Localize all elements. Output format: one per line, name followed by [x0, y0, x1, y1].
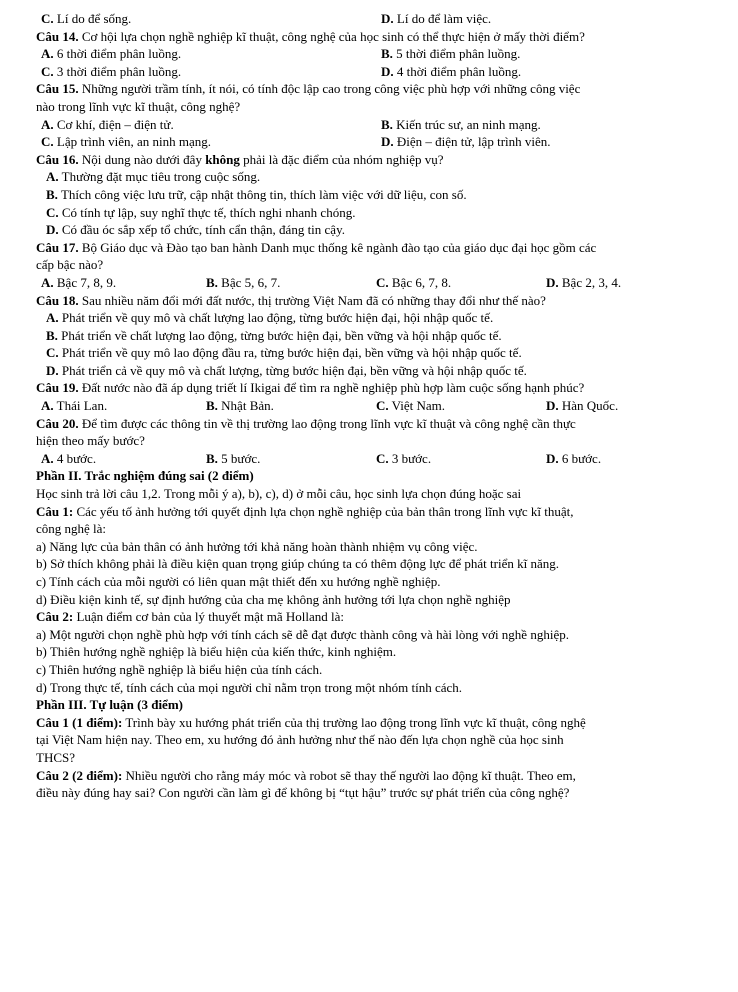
essay-question-2: Câu 2 (2 điểm): Nhiều người cho rằng máy móc và robot sẽ thay thế người lao động kĩ thuật. Theo em, [36, 767, 576, 783]
statement-b: b) Thiên hướng nghề nghiệp là biểu hiện của kiến thức, kinh nghiệm. [36, 644, 397, 660]
option-b: Bậc 5, 6, 7. [221, 274, 281, 290]
question-15: Câu 15. Những người trầm tính, ít nói, có tính độc lập cao trong công việc phù hợp với những công việc [36, 81, 581, 97]
statement-c: c) Thiên hướng nghề nghiệp là biểu hiện của tính cách. [36, 661, 323, 677]
statement-a: a) Năng lực của bản thân có ảnh hưởng tới khả năng hoàn thành nhiệm vụ công việc. [36, 538, 478, 554]
option-d: Điện – điện tử, lập trình viên. [396, 134, 551, 150]
option-d: Có đầu óc sắp xếp tổ chức, tính cẩn thận, đáng tin cậy. [61, 222, 345, 238]
statement-c: c) Tính cách của mỗi người có liên quan mật thiết đến xu hướng nghề nghiệp. [36, 574, 441, 589]
section-title-part-3: Phần III. Tự luận (3 điểm) [36, 697, 183, 713]
option-c: Phát triển về quy mô lao động đầu ra, từng bước hiện đại, bền vững và hội nhập quốc tế. [61, 345, 522, 361]
option-d: Phát triển cả về quy mô và chất lượng, từng bước hiện đại, bền vững và hội nhập quốc tế. [61, 362, 527, 378]
option-b: Nhật Bản. [221, 398, 274, 414]
section-title-part-2: Phần II. Trắc nghiệm đúng sai (2 điểm) [36, 468, 254, 484]
option-c: Việt Nam. [391, 398, 446, 414]
option-b: Phát triển về chất lượng lao động, từng bước hiện đại, bền vững và hội nhập quốc tế. [61, 327, 502, 343]
statement-d: d) Điều kiện kinh tế, sự định hướng của cha mẹ không ảnh hưởng tới lựa chọn nghề nghiệp [36, 591, 511, 607]
option-b: 5 thời điểm phân luồng. [396, 46, 521, 62]
question-20: Câu 20. Để tìm được các thông tin về thị trường lao động trong lĩnh vực kĩ thuật và công nghệ cần thực [36, 415, 576, 431]
option-d: Hàn Quốc. [561, 398, 619, 414]
statement-b: b) Sở thích không phải là điều kiện quan trọng giúp chúng ta có thêm động lực để phát triển kĩ năng. [36, 556, 559, 572]
option-c: Lập trình viên, an ninh mạng. [56, 134, 212, 150]
option-d: Lí do để làm việc. [396, 11, 492, 26]
option-c: 3 bước. [391, 450, 432, 466]
option-b: Thích công việc lưu trữ, cập nhật thông tin, thích làm việc với dữ liệu, con số. [60, 186, 467, 202]
option-a: Thường đặt mục tiêu trong cuộc sống. [61, 169, 261, 185]
tf-question-1: Câu 1: Các yếu tố ảnh hưởng tới quyết định lựa chọn nghề nghiệp của bản thân trong lĩnh vực kĩ thuật, [36, 503, 574, 519]
question-17: Câu 17. Bộ Giáo dục và Đào tạo ban hành Danh mục thống kê ngành đào tạo của giáo dục đại học gồm các [36, 239, 597, 255]
option-c: Bậc 6, 7, 8. [391, 274, 452, 290]
essay-question-1: Câu 1 (1 điểm): Trình bày xu hướng phát triển của thị trường lao động trong lĩnh vực kĩ thuật, công nghệ [36, 714, 586, 730]
question-16: Câu 16. Nội dung nào dưới đây không phải là đặc điểm của nhóm nghiệp vụ? [36, 151, 444, 167]
option-d: 4 thời điểm phân luồng. [396, 63, 522, 79]
exam-page: C. Lí do để sống. D. Lí do để làm việc. Câu 14. Cơ hội lựa chọn nghề nghiệp kĩ thuật, công nghệ của học sinh có thể thực hiện ở mấy thời điểm? A. 6 thời điểm phân luồng. B. 5 thời điểm phân luồng. C. 3 thời điểm phân luồng. D. 4 thời điểm phân luồng. Câu 15. Những người trầm tính, ít nói, có tính độc lập cao trong công việc phù hợp với những công việc nào trong lĩnh vực kĩ thuật, công nghệ? A. Cơ khí, điện – điện tử. B. Kiến trúc sư, an ninh mạng. C. Lập trình viên, an ninh mạng. D. Điện – điện tử, lập trình viên. Câu 16. Nội dung nào dưới đây không phải là đặc điểm của nhóm nghiệp vụ? A. Thường đặt mục tiêu trong cuộc sống. B. Thích công việc lưu trữ, cập nhật thông tin, thích làm việc với dữ liệu, con số. C. Có tính tự lập, suy nghĩ thực tế, thích nghi nhanh chóng. D. Có đầu óc sắp xếp tổ chức, tính cẩn thận, đáng tin cậy. Câu 17. Bộ Giáo dục và Đào tạo ban hành Danh mục thống kê ngành đào tạo của giáo dục đại học gồm các cấp bậc nào? A. Bậc 7, 8, 9. B. Bậc 5, 6, 7. C. Bậc 6, 7, 8. D. Bậc 2, 3, 4. Câu 18. Sau nhiều năm đổi mới đất nước, thị trường Việt Nam đã có những thay đổi như thế nào? A. Phát triển về quy mô và chất lượng lao động, từng bước hiện đại, hội nhập quốc tế. B. Phát triển về chất lượng lao động, từng bước hiện đại, bền vững và hội nhập quốc tế. C. Phát triển về quy mô lao động đầu ra, từng bước hiện đại, bền vững và hội nhập quốc tế. D. Phát triển cả về quy mô và chất lượng, từng bước hiện đại, bền vững và hội nhập quốc tế. Câu 19. Đất nước nào đã áp dụng triết lí Ikigai để tìm ra nghề nghiệp phù hợp làm cuộc sống hạnh phúc? A. Thái Lan. B. Nhật Bản. C. Việt Nam. D. Hàn Quốc. Câu 20. Để tìm được các thông tin về thị trường lao động trong lĩnh vực kĩ thuật và công nghệ cần thực hiện theo mấy bước? A. 4 bước. B. 5 bước. C. 3 bước. D. 6 bước. Phần II. Trắc nghiệm đúng sai (2 điểm) Học sinh trả lời câu 1,2. Trong mỗi ý a), b), c), d) ở mỗi câu, học sinh lựa chọn đúng hoặc sai Câu 1: Các yếu tố ảnh hưởng tới quyết định lựa chọn nghề nghiệp của bản thân trong lĩnh vực kĩ thuật, công nghệ là: a) Năng lực của bản thân có ảnh hưởng tới khả năng hoàn thành nhiệm vụ công việc. b) Sở thích không phải là điều kiện quan trọng giúp chúng ta có thêm động lực để phát triển kĩ năng. c) Tính cách của mỗi người có liên quan mật thiết đến xu hướng nghề nghiệp. d) Điều kiện kinh tế, sự định hướng của cha mẹ không ảnh hưởng tới lựa chọn nghề nghiệp Câu 2: Luận điểm cơ bản của lý thuyết mật mã Holland là: a) Một người chọn nghề phù hợp với tính cách sẽ dễ đạt được thành công và hài lòng với nghề nghiệp. b) Thiên hướng nghề nghiệp là biểu hiện của kiến thức, kinh nghiệm. c) Thiên hướng nghề nghiệp là biểu hiện của tính cách. d) Trong thực tế, tính cách của mọi người chỉ nằm trọn trong một nhóm tính cách. Phần III. Tự luận (3 điểm) Câu 1 (1 điểm): Trình bày xu hướng phát triển của thị trường lao động trong lĩnh vực kĩ thuật, công nghệ tại Việt Nam hiện nay. Theo em, xu hướng đó ảnh hưởng như thế nào đến lựa chọn nghề của học sinh THCS? Câu 2 (2 điểm): Nhiều người cho rằng máy móc và robot sẽ thay thế người lao động kĩ thuật. Theo em, điều này đúng hay sai? Con người cần làm gì để không bị “tụt hậu” trước sự phát triển của công nghệ? [36, 10, 728, 802]
statement-d: d) Trong thực tế, tính cách của mọi người chỉ nằm trọn trong một nhóm tính cách. [36, 679, 463, 695]
statement-a: a) Một người chọn nghề phù hợp với tính cách sẽ dễ đạt được thành công và hài lòng với nghề nghiệp. [36, 626, 569, 642]
option-c: 3 thời điểm phân luồng. [56, 63, 182, 79]
option-a: Cơ khí, điện – điện tử. [56, 116, 174, 132]
question-18: Câu 18. Sau nhiều năm đổi mới đất nước, thị trường Việt Nam đã có những thay đổi như thế nào? [36, 292, 546, 308]
question-14: Câu 14. Cơ hội lựa chọn nghề nghiệp kĩ thuật, công nghệ của học sinh có thể thực hiện ở mấy thời điểm? [36, 28, 585, 44]
tf-question-2: Câu 2: Luận điểm cơ bản của lý thuyết mật mã Holland là: [36, 609, 344, 625]
option-c: Có tính tự lập, suy nghĩ thực tế, thích nghi nhanh chóng. [61, 204, 356, 220]
option-a: 4 bước. [56, 450, 97, 466]
question-19: Câu 19. Đất nước nào đã áp dụng triết lí Ikigai để tìm ra nghề nghiệp phù hợp làm cuộc sống hạnh phúc? [36, 380, 585, 396]
option-a: Thái Lan. [56, 398, 108, 414]
option-d: 6 bước. [561, 450, 602, 466]
option-a: Bậc 7, 8, 9. [56, 274, 117, 290]
section-instructions: Học sinh trả lời câu 1,2. Trong mỗi ý a), b), c), d) ở mỗi câu, học sinh lựa chọn đúng hoặc sai [36, 486, 522, 502]
option-b: Kiến trúc sư, an ninh mạng. [396, 116, 541, 132]
option-c: Lí do để sống. [56, 11, 132, 26]
option-a: Phát triển về quy mô và chất lượng lao động, từng bước hiện đại, hội nhập quốc tế. [61, 310, 494, 326]
option-d: Bậc 2, 3, 4. [561, 274, 622, 290]
prev-options-row: C. Lí do để sống. D. Lí do để làm việc. [41, 11, 492, 26]
option-b: 5 bước. [221, 450, 261, 466]
option-a: 6 thời điểm phân luồng. [56, 46, 182, 62]
